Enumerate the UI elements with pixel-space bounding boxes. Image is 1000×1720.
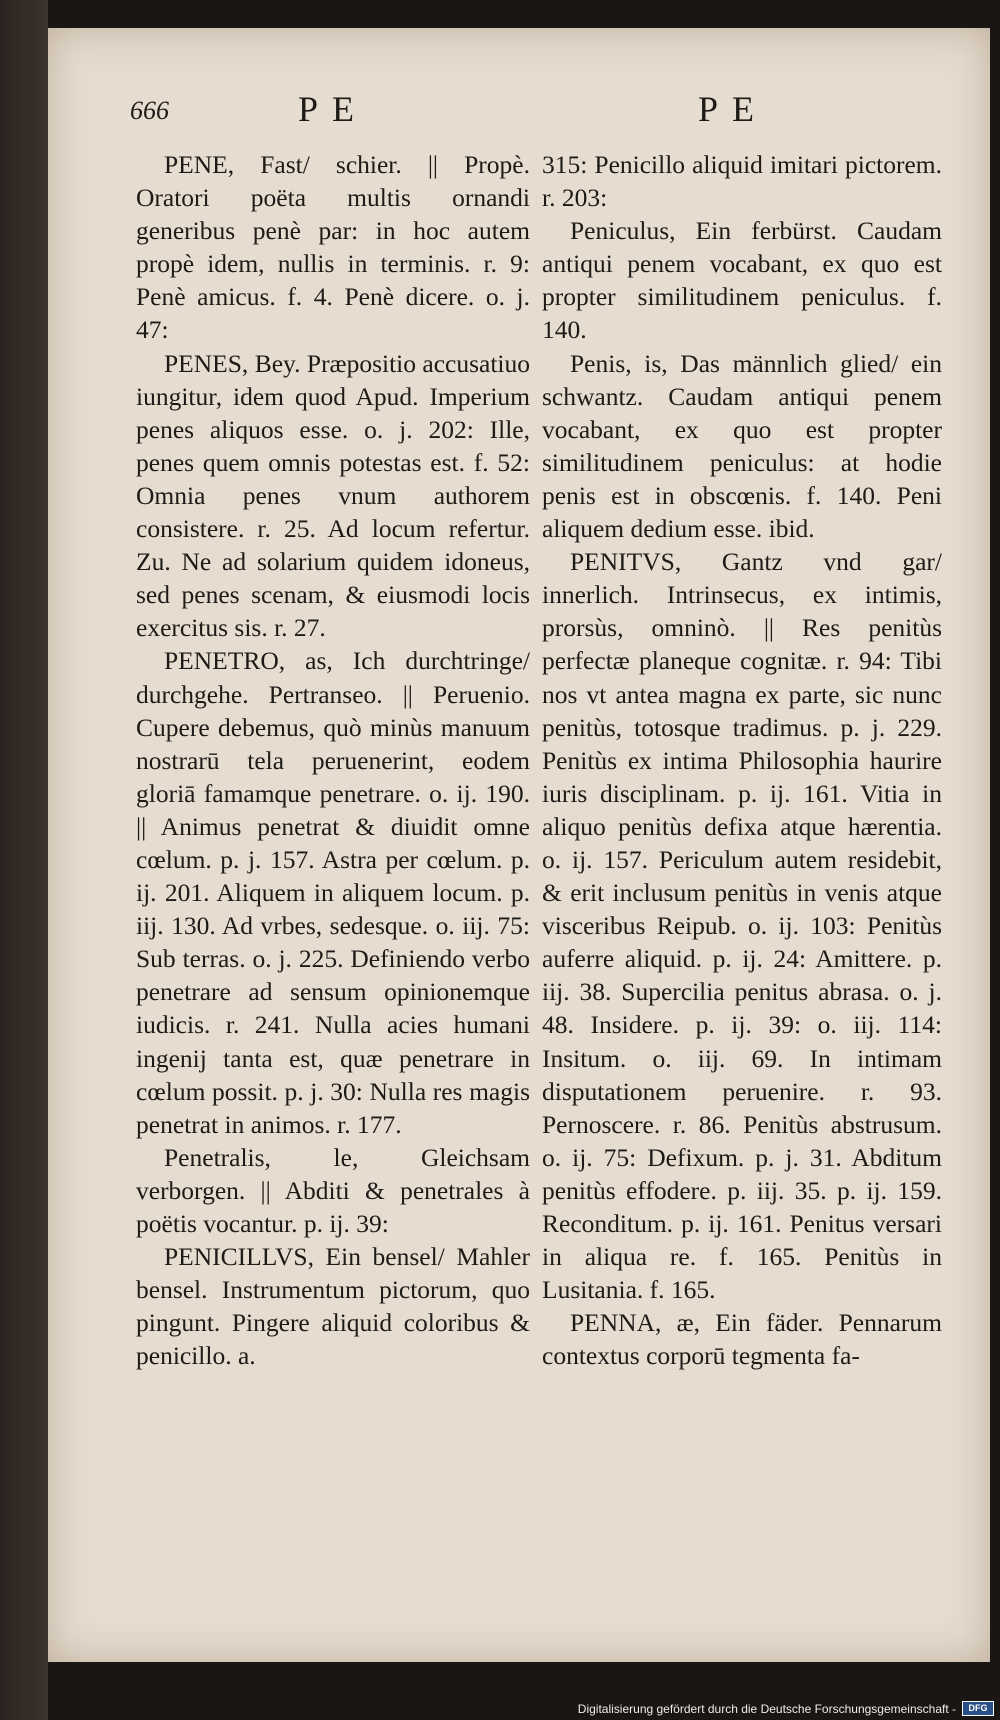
page-number: 666 [130,96,169,125]
dictionary-entry: PENICILLVS, Ein bensel/ Mahler bensel. Instrumentum pictorum, quo pingunt. Pingere aliquid coloribus & penicillo. a. [136,1242,530,1371]
dictionary-entry: PENE, Fast/ schier. || Propè. Oratori poëta multis ornandi generibus penè par: in hoc autem propè idem, nullis in terminis. r. 9: Penè amicus. f. 4. Penè dicere. o. j. 47: [136,150,530,345]
running-head-right: PE [698,89,769,129]
dictionary-entry: PENNA, æ, Ein fäder. Pennarum contextus corporū tegmenta fa- [542,1308,942,1371]
right-text-column [542,148,942,1372]
digitization-footer [578,1701,994,1716]
document-page [48,28,990,1662]
running-head-left: PE [298,89,369,129]
dictionary-entry: PENETRO, as, Ich durchtringe/ durchgehe. Pertranseo. || Peruenio. Cupere debemus, quò minùs manuum nostrarū tela peruenerint, eodem gloriā famamque penetrare. o. ij. 190. || Animus penetrat & diuidit omne cœlum. p. j. 157. Astra per cœlum. p. ij. 201. Aliquem in aliquem locum. p. iij. 130. Ad vrbes, sedesque. o. iij. 75: Sub terras. o. j. 225. Definiendo verbo penetrare ad sensum opinionemque iudicis. r. 241. Nulla acies humani ingenij tanta est, quæ penetrare in cœlum possit. p. j. 30: Nulla res magis penetrat in animos. r. 177. [136,646,530,1139]
dictionary-entry: PENES, Bey. Præpositio accusatiuo iungitur, idem quod Apud. Imperium penes aliquos esse. o. j. 202: Ille, penes quem omnis potestas est. f. 52: Omnia penes vnum authorem consistere. r. 25. Ad locum refertur. Zu. Ne ad solarium quidem idoneus, sed penes scenam, & eiusmodi locis exercitus sis. r. 27. [136,348,530,643]
dictionary-entry: PENITVS, Gantz vnd gar/ innerlich. Intrinsecus, ex intimis, prorsùs, omninò. || Res penitùs perfectæ planeque cognitæ. r. 94: Tibi nos vt antea magna ex parte, sic nunc penitùs, totosque tradimus. p. j. 229. Penitùs ex intima Philosophia haurire iuris disciplinam. p. ij. 161. Vitia in aliquo penitùs defixa atque hærentia. o. ij. 157. Periculum autem residebit, & erit inclusum penitùs in venis atque visceribus Reipub. o. ij. 103: Penitùs auferre aliquid. p. ij. 24: Amittere. p. iij. 38. Supercilia penitus abrasa. o. j. 48. Insidere. p. ij. 39: o. iij. 114: Insitum. o. iij. 69. In intimam disputationem peruenire. r. 93. Pernoscere. r. 86. Penitùs abstrusum. o. ij. 75: Defixum. p. j. 31. Abditum penitùs effodere. p. iij. 35. p. ij. 159. Reconditum. p. ij. 161. Penitus versari in aliqua re. f. 165. Penitùs in Lusitania. f. 165. [542,547,942,1305]
dfg-logo: DFG [962,1701,994,1716]
left-text-column [136,148,530,1372]
book-gutter-edge [0,0,48,1720]
dictionary-entry: Penis, is, Das männlich glied/ ein schwantz. Caudam antiqui penem vocabant, ex quo est propter similitudinem peniculus: at hodie penis est in obscœnis. f. 140. Peni aliquem dedium esse. ibid. [542,348,942,544]
dictionary-entry: 315: Penicillo aliquid imitari pictorem. r. 203: [542,150,942,213]
page-header [48,88,990,138]
dictionary-entry: Peniculus, Ein ferbürst. Caudam antiqui penem vocabant, ex quo est propter similitudinem peniculus. f. 140. [542,216,942,345]
dictionary-entry: Penetralis, le, Gleichsam verborgen. || Abditi & penetrales à poëtis vocantur. p. ij. 39: [136,1142,530,1238]
footer-credit: Digitalisierung gefördert durch die Deutsche Forschungsgemeinschaft - [577,1701,956,1716]
